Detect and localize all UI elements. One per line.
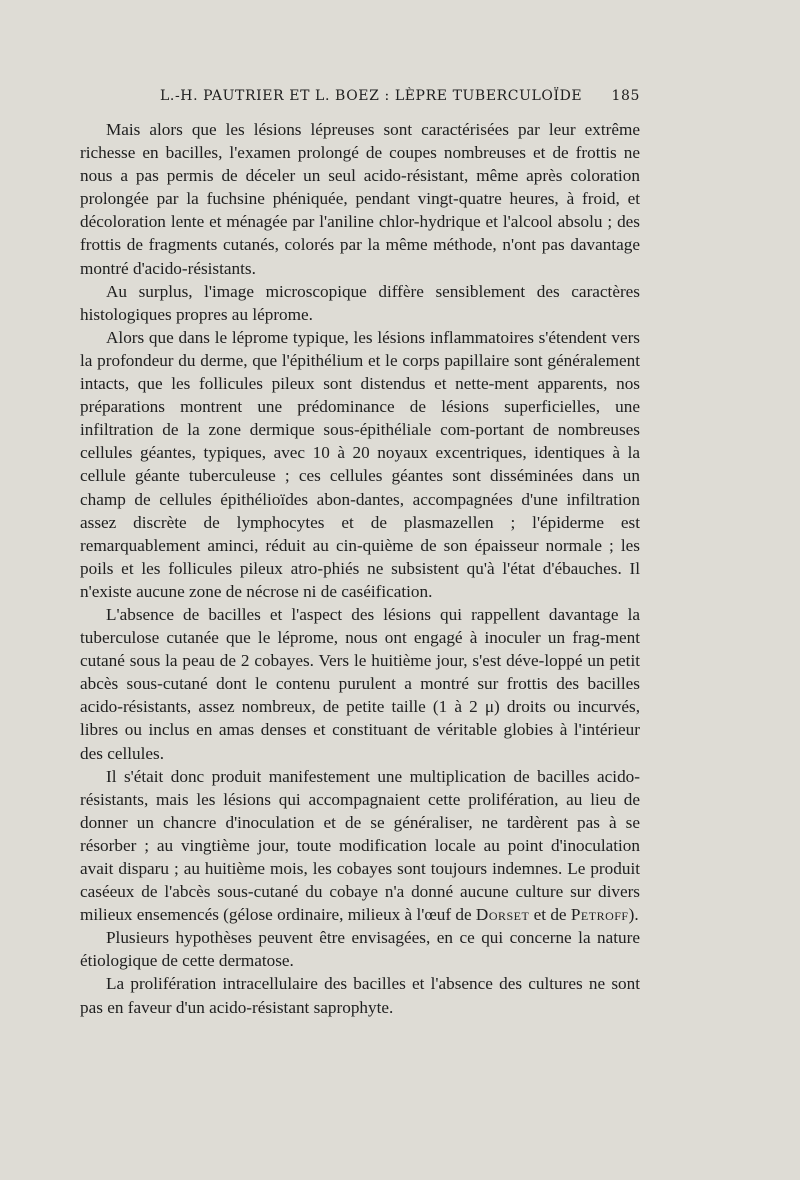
page-number: 185 — [611, 88, 640, 104]
author-name-dorset: Dorset — [475, 905, 530, 925]
paragraph-multiplication-text: Il s'était donc produit manifestement une multiplication de bacilles acido-résistants, mais les lésions qui accompagnaient cette prolifération, au lieu de donner un chancre d'inoculation et de se généraliser, ne tardèrent pas à se résorber ; au vingtième jour, toute modification locale au point d'inoculation avait disparu ; au huitième mois, les cobayes sont toujours indemnes. Le produit caséeux de l'abcès sous-cutané du cobaye n'a donné aucune culture sur divers milieux ensemencés (gélose ordinaire, milieux à l'œuf de — [80, 766, 640, 925]
body-text — [80, 118, 640, 1019]
paragraph-bacilli-search: Mais alors que les lésions lépreuses sont caractérisées par leur extrême richesse en bacilles, l'examen prolongé de coupes nombreuses et de frottis ne nous a pas permis de déceler un seul acido-résistant, même après coloration prolongée par la fuchsine phéniquée, pendant vingt-quatre heures, à froid, et décoloration lente et ménagée par l'aniline chlor-hydrique et l'alcool absolu ; des frottis de fragments cutanés, colorés par la même méthode, n'ont pas davantage montré d'acido-résistants. — [80, 120, 640, 278]
closing-punctuation: ). — [628, 905, 639, 925]
paragraph-conclusion: La prolifération intracellulaire des bacilles et l'absence des cultures ne sont pas en faveur d'un acido-résistant saprophyte. — [80, 974, 640, 1017]
paragraph-multiplication — [80, 765, 640, 927]
running-header — [160, 88, 640, 112]
paragraph-hypotheses: Plusieurs hypothèses peuvent être envisagées, en ce qui concerne la nature étiologique de cette dermatose. — [80, 928, 640, 971]
paragraph-microscopic-image: Au surplus, l'image microscopique diffère sensiblement des caractères histologiques propres au léprome. — [80, 281, 640, 324]
paragraph-histology: Alors que dans le léprome typique, les lésions inflammatoires s'étendent vers la profondeur du derme, que l'épithélium et le corps papillaire sont généralement intacts, que les follicules pileux sont distendus et nette-ment apparents, nos préparations montrent une prédominance de lésions superficielles, une infiltration de la zone dermique sous-épithéliale com-portant de nombreuses cellules géantes, typiques, avec 10 à 20 noyaux excentriques, identiques à la cellule géante tuberculeuse ; ces cellules géantes sont disséminées dans un champ de cellules épithélioïdes abon-dantes, accompagnées d'une infiltration assez discrète de lymphocytes et de plasmazellen ; l'épiderme est remarquablement aminci, réduit au cin-quième de son épaisseur normale ; les poils et les follicules pileux atro-phiés ne subsistent qu'à l'état d'ébauches. Il n'existe aucune zone de nécrose ni de caséification. — [80, 327, 640, 601]
author-name-petroff: Petroff — [570, 905, 629, 925]
name-connector: et de — [529, 905, 571, 925]
paragraph-inoculation: L'absence de bacilles et l'aspect des lésions qui rappellent davantage la tuberculose cutanée que le léprome, nous ont engagé à inoculer un frag-ment cutané sous la peau de 2 cobayes. Vers le huitième jour, s'est déve-loppé un petit abcès sous-cutané dont le contenu purulent a montré sur frottis des bacilles acido-résistants, assez nombreux, de petite taille (1 à 2 μ) droits ou incurvés, libres ou inclus en amas denses et constituant de véritable globies à l'intérieur des cellules. — [80, 604, 640, 763]
running-title: L.-H. PAUTRIER ET L. BOEZ : LÈPRE TUBERCULOÏDE — [160, 88, 583, 104]
